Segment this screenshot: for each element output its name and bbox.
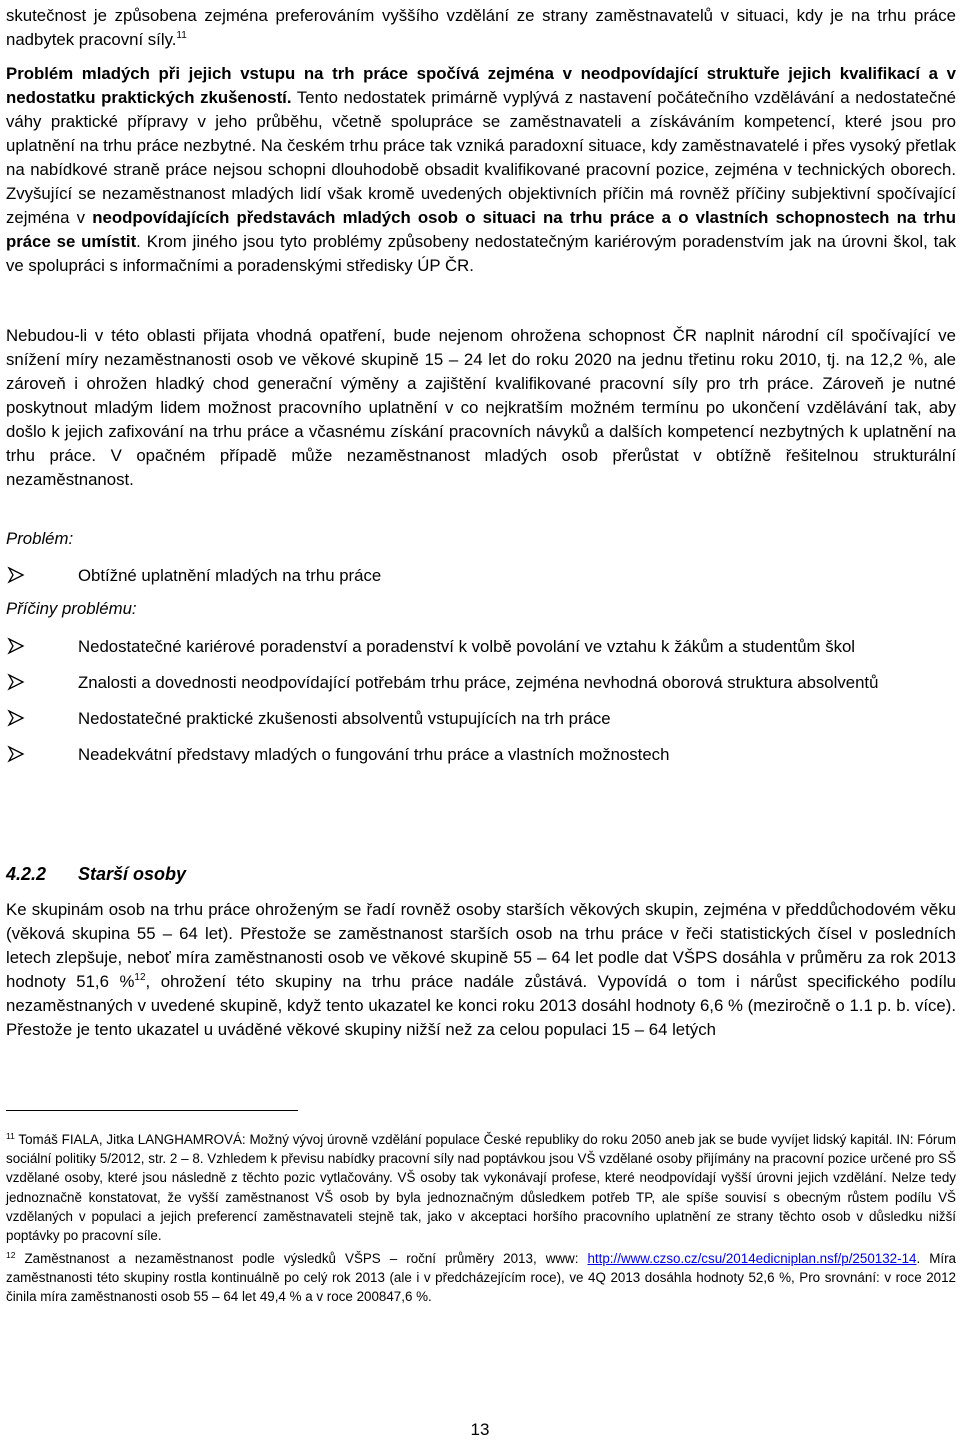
- paragraph-text: skutečnost je způsobena zejména preferováním vyššího vzdělání ze strany zaměstnavatelů v situaci, kdy je na trhu práce nadbytek pracovní síly.: [6, 6, 956, 49]
- list-item: [6, 743, 956, 767]
- footnote-text: Zaměstnanost a nezaměstnanost podle výsledků VŠPS – roční průměry 2013, www:: [15, 1251, 588, 1266]
- paragraph-intro: [6, 4, 956, 52]
- list-item-text: Obtížné uplatnění mladých na trhu práce: [78, 566, 382, 585]
- arrowhead-bullet-icon: [7, 566, 25, 584]
- arrowhead-bullet-icon: [7, 709, 25, 727]
- paragraph-text: . Krom jiného jsou tyto problémy způsobeny nedostatečným kariérovým poradenstvím jak na úrovni škol, tak ve spolupráci s informačními a poradenskými středisky ÚP ČR.: [6, 232, 956, 275]
- paragraph-text: Tento nedostatek primárně vyplývá z nastavení počátečního vzdělávání a nedostatečné váhy praktické přípravy v jeho průběhu, včetně spolupráce se zaměstnavateli a získáváním kompetencí, které jsou pro uplatnění na trhu práce nezbytné. Na českém trhu práce tak vzniká paradoxní situace, kdy zaměstnavatelé i přes vysoký přetlak na nabídkové straně práce nejsou schopni dlouhodobě obsadit kvalifikované pracovní pozice, zejména v technických oborech. Zvyšující se nezaměstnanost mladých lidí však kromě uvedených objektivních příčin má rovněž příčiny subjektivní spočívající zejména v: [6, 88, 956, 227]
- arrowhead-bullet-icon: [7, 673, 25, 691]
- list-item: [6, 635, 956, 659]
- footnote-number: 11: [6, 1131, 15, 1141]
- list-item: [6, 707, 956, 731]
- paragraph-older: [6, 898, 956, 1042]
- causes-list: [6, 635, 956, 767]
- paragraph-text: , ohrožení této skupiny na trhu práce nadále zůstává. Vypovídá o tom i nárůst specifického podílu nezaměstnaných v uvedené skupině, když tento ukazatel ke konci roku 2013 dosáhl hodnoty 6,6 % (meziročně o 1.1 p. b. více). Přestože je tento ukazatel u uváděné věkové skupiny nižší než za celou populaci 15 – 64 letých: [6, 972, 956, 1039]
- bold-intro: Problém mladých při jejich vstupu na trh práce spočívá zejména v neodpovídající struktuře jejich kvalifikací a v nedostatku praktických zkušeností.: [6, 64, 956, 107]
- paragraph-young-problem: [6, 62, 956, 278]
- bold-emphasis: neodpovídajících představách mladých osob o situaci na trhu práce a o vlastních schopnostech na trhu práce se umístit: [6, 208, 956, 251]
- list-item: [6, 671, 956, 695]
- list-item-text: Znalosti a dovednosti neodpovídající potřebám trhu práce, zejména nevhodná oborová struktura absolventů: [78, 673, 879, 692]
- list-item-text: Nedostatečné kariérové poradenství a poradenství k volbě povolání ve vztahu k žákům a studentům škol: [78, 637, 856, 656]
- problem-label: Problém:: [6, 529, 74, 548]
- page-number: 13: [470, 1420, 490, 1439]
- problem-list: [6, 564, 956, 588]
- paragraph-measures: Nebudou-li v této oblasti přijata vhodná opatření, bude nejenom ohrožena schopnost ČR naplnit národní cíl spočívající ve snížení míry nezaměstnanosti osob ve věkové skupině 15 – 24 let do roku 2020 na jednu třetinu roku 2010, tj. na 12,2 %, ale zároveň i ohrožen hladký chod generační výměny a zajištění kvalifikované pracovní síly pro trh práce. Zároveň je nutné poskytnout mladým lidem možnost pracovního uplatnění v co nejkratším možném termínu po ukončení vzdělávání tak, aby došlo k jejich zafixování na trhu práce a včasnému získání pracovních návyků a dalších kompetencí nezbytných k uplatnění na trhu práce. V opačném případě může nezaměstnanost mladých osob přerůstat v obtížně řešitelnou strukturální nezaměstnanost.: [6, 326, 956, 489]
- list-item-text: Neadekvátní představy mladých o fungování trhu práce a vlastních možnostech: [78, 745, 670, 764]
- footnote-number: 12: [6, 1250, 16, 1260]
- section-title: Starší osoby: [78, 864, 187, 884]
- footnote-link[interactable]: http://www.czso.cz/csu/2014edicniplan.nsf/p/250132-14: [587, 1251, 917, 1266]
- footnote-text: Tomáš FIALA, Jitka LANGHAMROVÁ: Možný vývoj úrovně vzdělání populace České republiky do roku 2050 aneb jak se bude vyvíjet lidský kapitál. IN: Fórum sociální politiky 5/2012, str. 2 – 8. Vzhledem k převisu nabídky pracovní síly nad poptávkou jsou VŠ vzdělané osoby přijímány na pracovní pozice určené pro SŠ vzdělané osoby, které jsou následně z těchto pozic vytlačovány. VŠ osoby tak vykonávají profese, které neodpovídají vyšší úrovni jejich vzdělání. Nelze tedy jednoznačně konstatovat, že vyšší zaměstnanost VŠ osob by byla jednoznačným důsledkem potřeb TP, ale spíše souvisí s obecným růstem podílu VŠ vzdělaných v populaci a jejich preferencí zaměstnavateli stejně tak, jako v akceptaci horšího pracovního uplatnění ze strany těchto osob v důsledku nižší poptávky po pracovní síle.: [6, 1132, 956, 1244]
- paragraph-text: Ke skupinám osob na trhu práce ohroženým se řadí rovněž osoby starších věkových skupin, zejména v předdůchodovém věku (věková skupina 55 – 64 let). Přestože se zaměstnanost starších osob na trhu práce v řeči statistických čísel v posledních letech zlepšuje, neboť míra zaměstnanosti osob ve věkové skupině 55 – 64 let podle dat VŠPS dosáhla v průměru za rok 2013 hodnoty 51,6 %: [6, 900, 956, 991]
- footnote-12: [6, 1249, 956, 1307]
- list-item-text: Nedostatečné praktické zkušenosti absolventů vstupujících na trh práce: [78, 709, 611, 728]
- footnote-ref-12: 12: [134, 972, 146, 983]
- causes-label: Příčiny problému:: [6, 599, 137, 618]
- list-item: [6, 564, 956, 588]
- arrowhead-bullet-icon: [7, 745, 25, 763]
- section-number: 4.2.2: [6, 864, 47, 884]
- footnote-divider: [6, 1110, 298, 1111]
- footnote-ref-11: 11: [176, 30, 187, 41]
- section-heading: [6, 862, 186, 886]
- footnote-text: . Míra zaměstnanosti této skupiny rostla kontinuálně po celý rok 2013 (ale i v předcházejícím roce), ve 4Q 2013 dosáhla hodnoty 52,6 %, Pro srovnání: v roce 2012 činila míra zaměstnanosti osob 55 – 64 let 49,4 % a v roce 200847,6 %.: [6, 1251, 956, 1305]
- footnote-11: [6, 1130, 956, 1245]
- arrowhead-bullet-icon: [7, 637, 25, 655]
